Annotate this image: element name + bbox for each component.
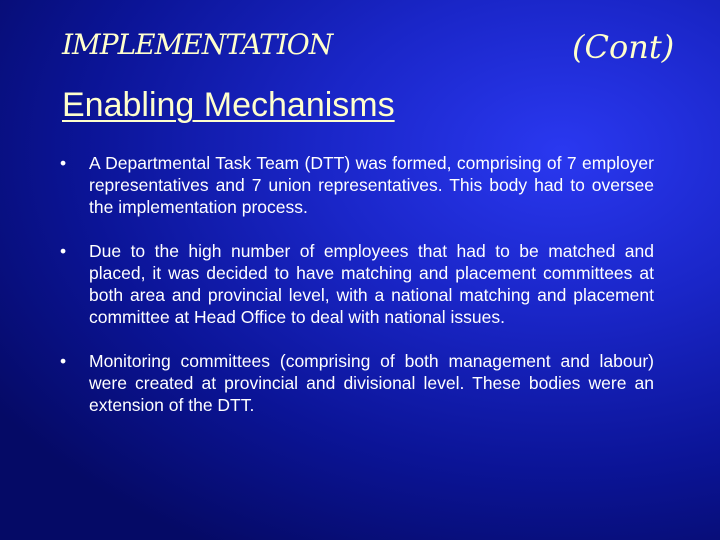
bullet-icon: • [60,241,67,261]
slide-subtitle: Enabling Mechanisms [62,86,395,124]
slide-heading: IMPLEMENTATION [62,28,333,61]
bullet-text: Monitoring committees (comprising of both management and labour) were created at provincial and divisional level. These bodies were an extension of the DTT. [89,351,654,415]
bullet-text: Due to the high number of employees that had to be matched and placed, it was decided to have matching and placement committees at both area and provincial level, with a national matching and placement committee at Head Office to deal with national issues. [89,241,654,327]
bullet-list [60,152,654,438]
continued-label: (Cont) [572,28,675,66]
bullet-item [60,240,654,328]
bullet-item [60,152,654,218]
bullet-text: A Departmental Task Team (DTT) was formed, comprising of 7 employer representatives and 7 union representatives. This body had to oversee the implementation process. [89,153,654,217]
bullet-item [60,350,654,416]
bullet-icon: • [60,351,67,371]
bullet-icon: • [60,153,67,173]
